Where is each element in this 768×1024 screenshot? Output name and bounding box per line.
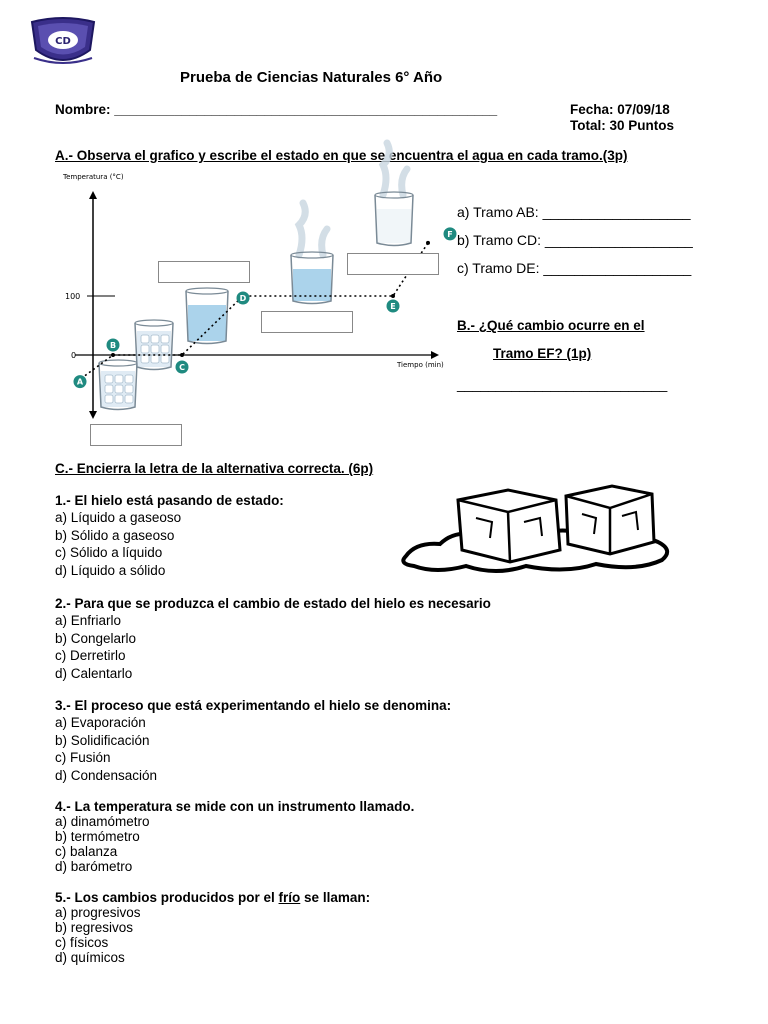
temperature-chart bbox=[55, 165, 453, 455]
question-3-text: 3.- El proceso que está experimentando el hielo se denomina: bbox=[55, 698, 452, 713]
section-b-heading: B.- ¿Qué cambio ocurre en el bbox=[457, 318, 645, 333]
q4-option-a[interactable]: a) dinamómetro bbox=[55, 814, 150, 829]
question-3 bbox=[55, 697, 451, 784]
question-5-text-pre: 5.- Los cambios producidos por el bbox=[55, 890, 279, 905]
point-label-f bbox=[444, 227, 457, 240]
q3-option-b[interactable]: b) Solidificación bbox=[55, 732, 150, 748]
point-label-text-d: D bbox=[239, 294, 247, 303]
q1-option-c[interactable]: c) Sólido a líquido bbox=[55, 545, 163, 560]
melting-ice-illustration bbox=[396, 478, 676, 578]
point-label-a bbox=[74, 375, 87, 388]
point-label-text-e: E bbox=[390, 302, 396, 311]
beaker-water bbox=[186, 288, 228, 344]
logo-text: CD bbox=[55, 36, 71, 47]
point-label-e bbox=[387, 300, 400, 313]
point-b bbox=[111, 353, 115, 357]
point-label-text-f: F bbox=[447, 229, 453, 239]
question-1-text: 1.- El hielo está pasando de estado: bbox=[55, 493, 284, 508]
y-tick-100: 100 bbox=[65, 292, 81, 301]
q1-option-a[interactable]: a) Líquido a gaseoso bbox=[55, 510, 182, 525]
point-label-text-b: B bbox=[109, 341, 117, 350]
q2-option-d[interactable]: d) Calentarlo bbox=[55, 665, 133, 681]
question-4 bbox=[55, 799, 414, 874]
beaker-ice-2 bbox=[135, 320, 173, 370]
point-f bbox=[426, 241, 430, 245]
q5-option-c[interactable]: c) físicos bbox=[55, 935, 109, 950]
q5-option-a[interactable]: a) progresivos bbox=[55, 905, 141, 920]
date-label: Fecha: 07/09/18 bbox=[570, 102, 670, 117]
total-label: Total: 30 Puntos bbox=[570, 118, 675, 133]
y-axis-label: Temperatura (°C) bbox=[63, 173, 124, 181]
question-5 bbox=[55, 890, 370, 965]
y-axis-arrow-down bbox=[89, 411, 97, 419]
answer-box-2[interactable] bbox=[347, 253, 439, 275]
page-title: Prueba de Ciencias Naturales 6° Año bbox=[180, 69, 443, 86]
name-field[interactable]: Nombre: ___________________________________________________ bbox=[55, 102, 498, 117]
section-b-heading-2: Tramo EF? (1p) bbox=[493, 346, 592, 361]
q5-option-d[interactable]: d) químicos bbox=[55, 950, 125, 965]
point-label-text-c: C bbox=[179, 363, 185, 372]
q4-option-d[interactable]: d) barómetro bbox=[55, 859, 133, 874]
y-axis-arrow bbox=[89, 191, 97, 199]
q3-option-a[interactable]: a) Evaporación bbox=[55, 715, 146, 730]
q2-option-a[interactable]: a) Enfriarlo bbox=[55, 613, 122, 628]
q3-option-d[interactable]: d) Condensación bbox=[55, 767, 158, 783]
question-5-keyword: frío bbox=[278, 890, 301, 905]
point-label-c bbox=[176, 361, 189, 374]
point-c bbox=[180, 353, 184, 357]
answer-box-4[interactable] bbox=[90, 424, 182, 446]
q5-option-b[interactable]: b) regresivos bbox=[55, 920, 134, 935]
q1-option-b[interactable]: b) Sólido a gaseoso bbox=[55, 527, 175, 543]
section-a-heading: A.- Observa el grafico y escribe el estado en que se encuentra el agua en cada tramo.(3p) bbox=[55, 148, 628, 163]
tramo-cd-line[interactable]: b) Tramo CD: ___________________ bbox=[457, 232, 693, 248]
point-e bbox=[391, 294, 395, 298]
answer-box-3[interactable] bbox=[261, 311, 353, 333]
question-1 bbox=[55, 492, 284, 579]
tramo-ab-line[interactable]: a) Tramo AB: ___________________ bbox=[457, 204, 691, 220]
question-5-text-post: se llaman: bbox=[300, 890, 371, 905]
point-label-b bbox=[107, 339, 120, 352]
q2-option-b[interactable]: b) Congelarlo bbox=[55, 630, 137, 646]
point-label-d bbox=[237, 292, 250, 305]
question-5-text bbox=[55, 890, 370, 905]
answer-box-1[interactable] bbox=[158, 261, 250, 283]
school-logo bbox=[28, 14, 98, 70]
x-axis-label: Tiempo (min) bbox=[397, 361, 444, 369]
section-b-answer-line[interactable]: ___________________________ bbox=[457, 376, 668, 392]
q2-option-c[interactable]: c) Derretirlo bbox=[55, 648, 126, 663]
tramo-de-line[interactable]: c) Tramo DE: ___________________ bbox=[457, 260, 692, 276]
question-4-text: 4.- La temperatura se mide con un instrumento llamado. bbox=[55, 799, 415, 814]
q4-option-c[interactable]: c) balanza bbox=[55, 844, 118, 859]
y-tick-0: 0 bbox=[71, 351, 77, 360]
point-label-text-a: A bbox=[76, 377, 84, 387]
beaker-ice-1 bbox=[99, 360, 137, 410]
question-2 bbox=[55, 595, 491, 682]
beaker-boiling bbox=[291, 203, 333, 304]
x-axis-arrow bbox=[431, 351, 439, 359]
question-2-text: 2.- Para que se produzca el cambio de estado del hielo es necesario bbox=[55, 596, 491, 611]
section-c-heading: C.- Encierra la letra de la alternativa correcta. (6p) bbox=[55, 461, 374, 476]
q1-option-d[interactable]: d) Líquido a sólido bbox=[55, 562, 166, 578]
q4-option-b[interactable]: b) termómetro bbox=[55, 829, 140, 844]
q3-option-c[interactable]: c) Fusión bbox=[55, 750, 111, 765]
